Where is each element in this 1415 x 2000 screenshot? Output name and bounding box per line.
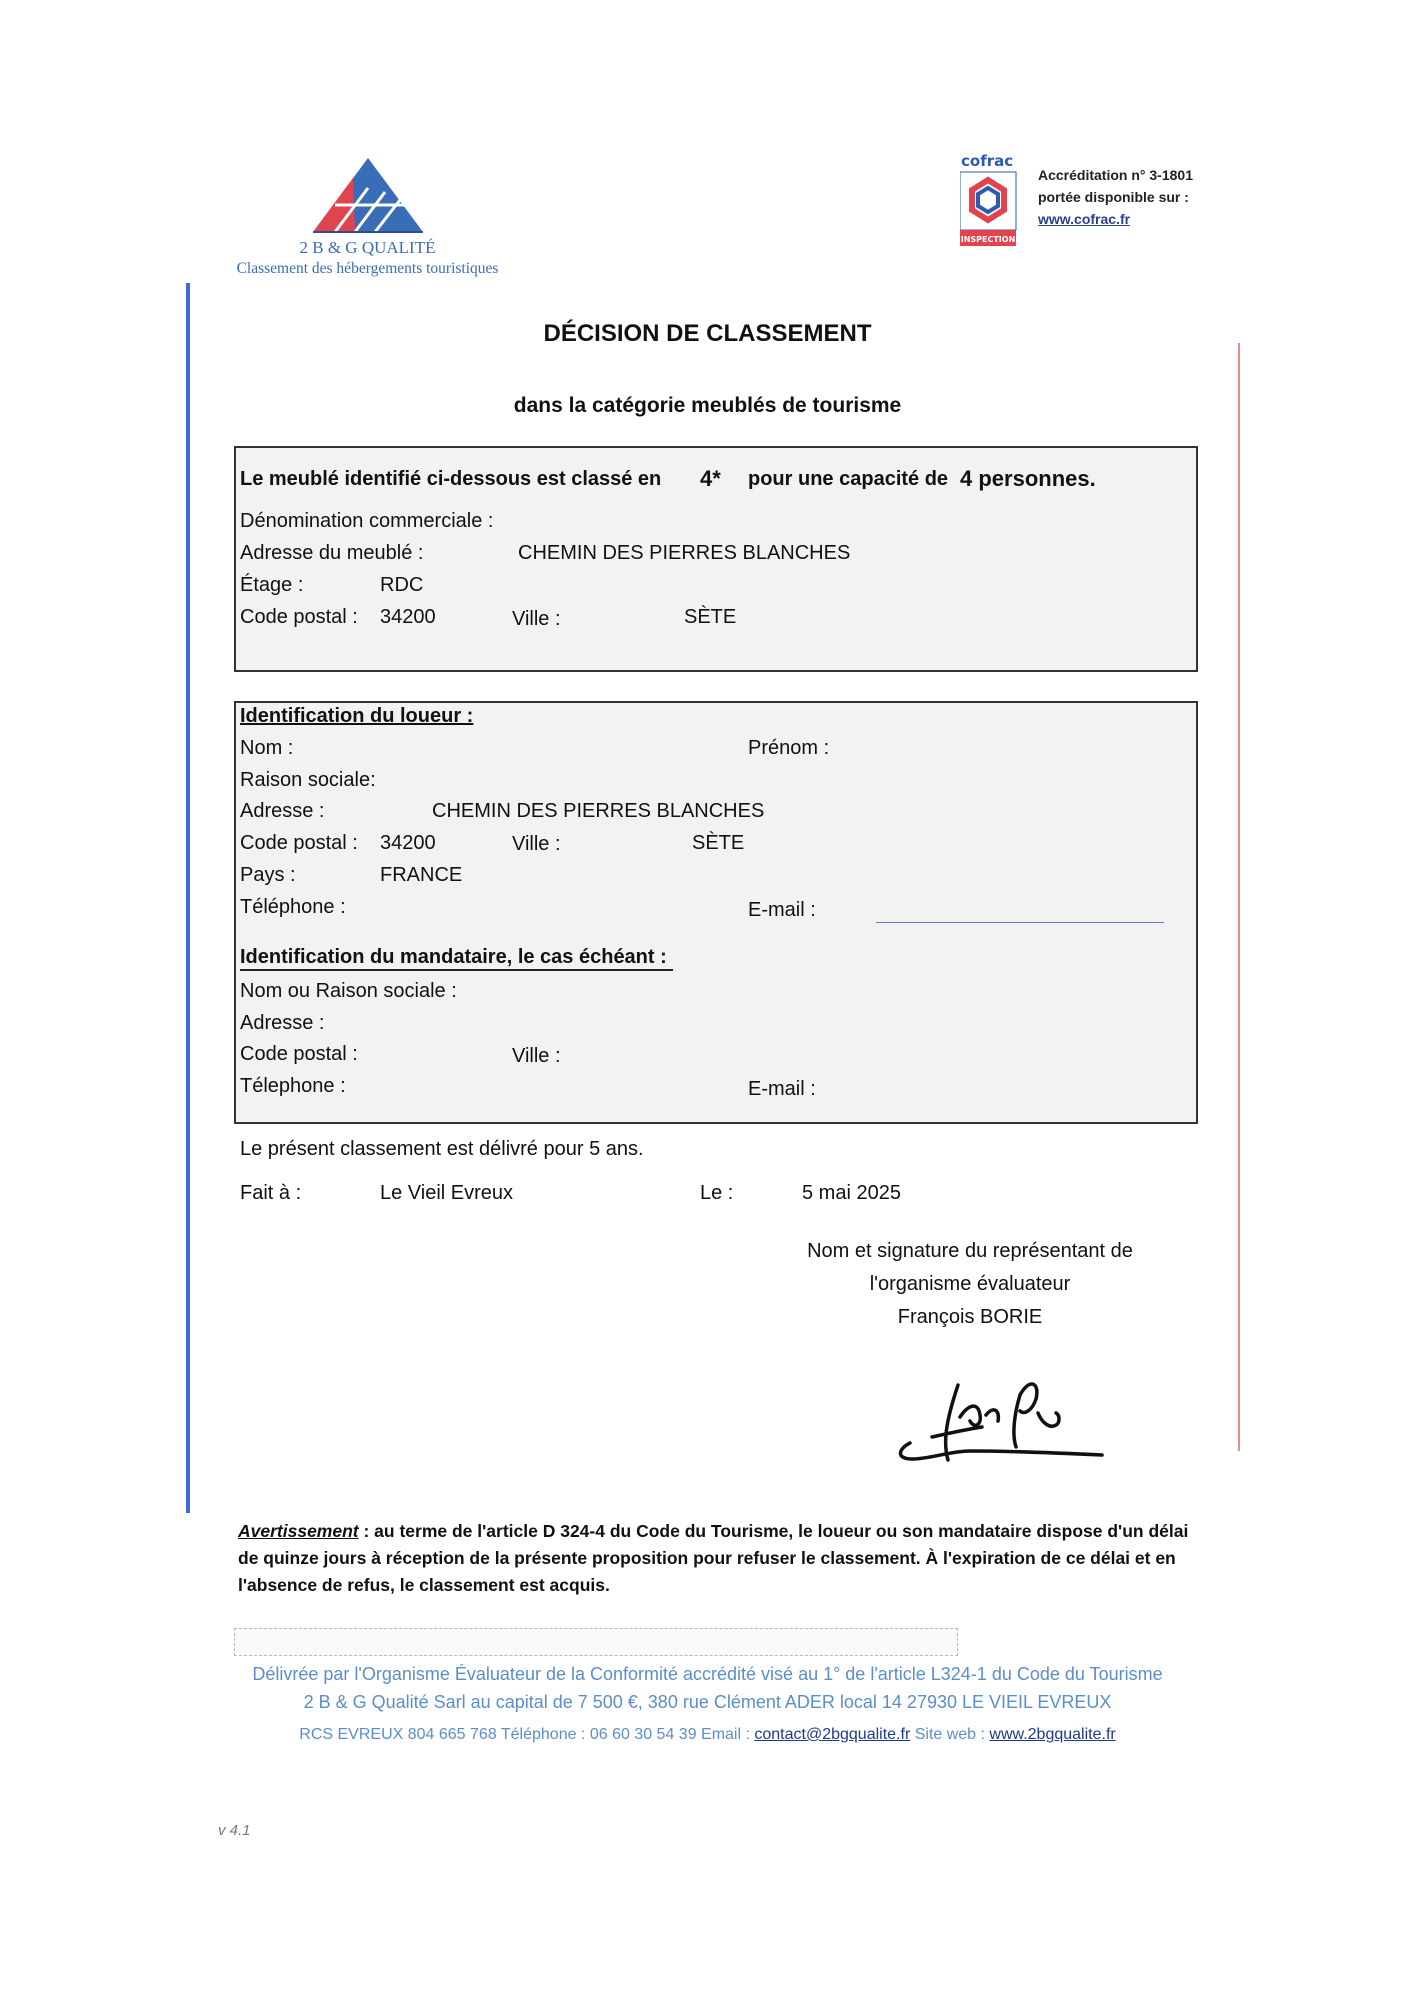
capacity-value: 4 personnes. [960,466,1096,491]
denomination-label: Dénomination commerciale : [240,510,494,532]
mandataire-email-label: E-mail : [748,1078,816,1100]
etage-label: Étage : [240,574,304,596]
star-rating: 4* [700,466,721,491]
signature-block [790,1235,1150,1334]
loueur-heading: Identification du loueur : [240,705,474,727]
dotted-field [234,1628,958,1656]
loueur-adresse-label: Adresse : [240,800,325,822]
accreditation-number: Accréditation n° 3-1801 [1038,167,1193,183]
mandataire-ville-label: Ville : [512,1045,561,1067]
classement-box [234,446,1198,672]
pyramid-logo-icon [205,150,530,235]
cp-label: Code postal : [240,606,358,628]
loueur-adresse-value: CHEMIN DES PIERRES BLANCHES [432,800,765,822]
footer-email-link[interactable]: contact@2bgqualite.fr [754,1726,911,1743]
accreditation-scope: portée disponible sur : [1038,189,1189,205]
signature-caption-line1: Nom et signature du représentant de [807,1240,1133,1262]
loueur-cp-label: Code postal : [240,832,358,854]
mandataire-nom-label: Nom ou Raison sociale : [240,980,457,1002]
loueur-tel-label: Téléphone : [240,896,346,918]
mandataire-cp-label: Code postal : [240,1043,358,1065]
company-tagline: Classement des hébergements touristiques [236,260,499,277]
version-label: v 4.1 [218,1822,251,1839]
date-label: Le : [700,1182,734,1204]
signature-caption-line2: l'organisme évaluateur [869,1273,1071,1295]
cofrac-wordmark: cofrac [961,152,1014,170]
company-name: 2 B & G QUALITÉ [299,238,436,257]
loueur-ville-label: Ville : [512,833,561,855]
loueur-raison-label: Raison sociale: [240,769,376,791]
mandataire-heading: Identification du mandataire, le cas échéant : [240,946,673,971]
footer-line3 [0,1726,1415,1744]
footer-web-link[interactable]: www.2bgqualite.fr [989,1726,1116,1743]
loueur-nom-label: Nom : [240,737,294,759]
loueur-email-label: E-mail : [748,899,816,921]
footer-line1: Délivrée par l'Organisme Évaluateur de la Conformité accrédité visé au 1° de l'article L324-1 du Code du Tourisme [252,1664,1163,1684]
footer-web-label: Site web : [910,1726,990,1743]
loueur-pays-label: Pays : [240,864,296,886]
company-logo [205,150,530,285]
warning-text [238,1518,1198,1599]
date-value: 5 mai 2025 [802,1182,901,1204]
document-subtitle: dans la catégorie meublés de tourisme [513,394,902,417]
loueur-cp-value: 34200 [380,832,436,854]
warning-body: : au terme de l'article D 324-4 du Code du Tourisme, le loueur ou son mandataire dispose d'un délai de quinze jours à réception de la présente proposition pour refuser le classement. À l'expiration de ce délai et en l'absence de refus, le classement est acquis. [238,1521,1189,1595]
identification-box [234,701,1198,1124]
cofrac-logo-icon [960,150,1020,250]
signatory-name: François BORIE [897,1306,1043,1328]
footer-rcs-text: RCS EVREUX 804 665 768 Téléphone : 06 60 30 54 39 Email : [299,1726,755,1743]
fait-label: Fait à : [240,1182,302,1204]
handwritten-signature-icon [890,1355,1130,1475]
warning-lead: Avertissement [238,1521,359,1541]
mandataire-adresse-label: Adresse : [240,1012,325,1034]
loueur-ville-value: SÈTE [692,832,745,854]
fait-place: Le Vieil Evreux [380,1182,514,1204]
mandataire-tel-label: Télephone : [240,1075,346,1097]
cofrac-badge: INSPECTION [960,235,1016,244]
ville-label: Ville : [512,608,561,630]
validity-text: Le présent classement est délivré pour 5 ans. [240,1138,644,1160]
cp-value: 34200 [380,606,436,628]
cofrac-accreditation [960,150,1220,255]
loueur-pays-value: FRANCE [380,864,463,886]
left-margin-line [186,283,190,1513]
capacity-label: pour une capacité de [748,468,949,490]
email-underline [876,922,1164,923]
ville-value: SÈTE [684,606,737,628]
adresse-value: CHEMIN DES PIERRES BLANCHES [518,542,851,564]
loueur-prenom-label: Prénom : [748,737,830,759]
cofrac-link[interactable]: www.cofrac.fr [1038,211,1131,227]
footer-line2: 2 B & G Qualité Sarl au capital de 7 500 €, 380 rue Clément ADER local 14 27930 LE VIEIL EVREUX [303,1692,1112,1712]
document-title: DÉCISION DE CLASSEMENT [543,320,872,347]
right-margin-line [1238,343,1240,1451]
classement-intro: Le meublé identifié ci-dessous est classé en [240,468,662,490]
etage-value: RDC [380,574,424,596]
adresse-label: Adresse du meublé : [240,542,424,564]
